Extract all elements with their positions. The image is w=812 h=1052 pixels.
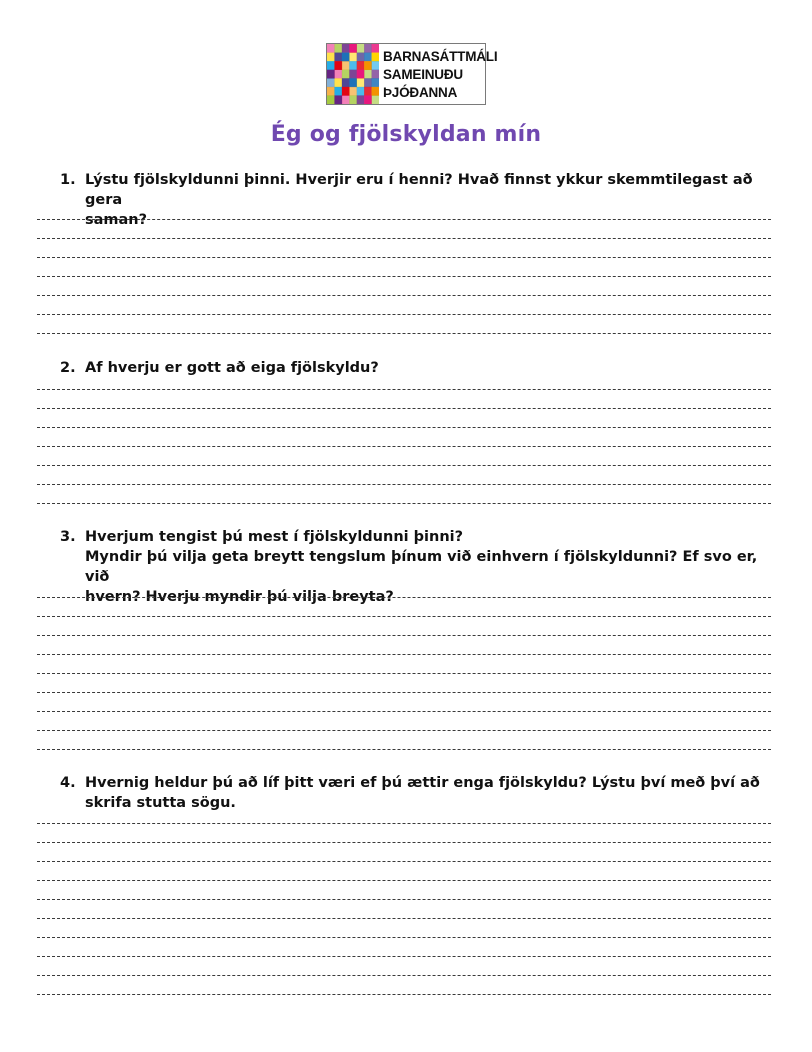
mosaic-tile <box>349 53 357 62</box>
logo-line-1: BARNASÁTTMÁLI <box>383 49 498 64</box>
question-text-line: skrifa stutta sögu. <box>85 795 236 811</box>
answer-line[interactable] <box>37 711 771 712</box>
answer-line[interactable] <box>37 918 771 919</box>
answer-line[interactable] <box>37 465 771 466</box>
question-4 <box>60 773 780 813</box>
question-text-line: Af hverju er gott að eiga fjölskyldu? <box>85 360 379 376</box>
mosaic-tile <box>327 53 335 62</box>
mosaic-tile <box>357 87 365 96</box>
mosaic-tile <box>327 61 335 70</box>
mosaic-tile <box>372 70 379 79</box>
answer-line[interactable] <box>37 975 771 976</box>
question-number: 4. <box>60 775 76 791</box>
answer-line[interactable] <box>37 597 771 598</box>
answer-line[interactable] <box>37 730 771 731</box>
question-number: 3. <box>60 529 76 545</box>
page-title: Ég og fjölskyldan mín <box>270 122 542 147</box>
answer-line[interactable] <box>37 937 771 938</box>
answer-line[interactable] <box>37 295 771 296</box>
mosaic-tile <box>334 70 342 79</box>
mosaic-tile <box>364 61 372 70</box>
mosaic-tile <box>342 87 350 96</box>
question-2 <box>60 358 780 378</box>
mosaic-tile <box>342 70 350 79</box>
answer-line[interactable] <box>37 842 771 843</box>
mosaic-tile <box>349 78 357 87</box>
answer-line[interactable] <box>37 219 771 220</box>
answer-line[interactable] <box>37 692 771 693</box>
mosaic-tile <box>372 53 379 62</box>
mosaic-tile <box>364 70 372 79</box>
mosaic-tile <box>364 78 372 87</box>
mosaic-tile <box>372 95 379 104</box>
mosaic-tile <box>342 44 350 53</box>
question-3 <box>60 527 780 607</box>
mosaic-tile <box>372 61 379 70</box>
answer-line[interactable] <box>37 314 771 315</box>
logo-line-2: SAMEINUÐU <box>383 67 463 82</box>
mosaic-tile <box>372 44 379 53</box>
answer-line[interactable] <box>37 823 771 824</box>
answer-line[interactable] <box>37 257 771 258</box>
answer-line[interactable] <box>37 276 771 277</box>
mosaic-tile <box>357 44 365 53</box>
logo-text <box>383 48 498 102</box>
question-text-line: Hverjum tengist þú mest í fjölskyldunni þinni? <box>85 529 464 545</box>
mosaic-tile <box>327 78 335 87</box>
answer-line[interactable] <box>37 861 771 862</box>
answer-line[interactable] <box>37 749 771 750</box>
question-1 <box>60 170 780 230</box>
question-text-line: Myndir þú vilja geta breytt tengslum þínum við einhvern í fjölskyldunni? Ef svo er, við <box>85 549 758 585</box>
mosaic-tile <box>349 95 357 104</box>
mosaic-tile <box>357 53 365 62</box>
answer-line[interactable] <box>37 446 771 447</box>
question-text-line: saman? <box>85 212 148 228</box>
mosaic-tile <box>357 70 365 79</box>
mosaic-tile <box>334 53 342 62</box>
mosaic-tile <box>357 78 365 87</box>
mosaic-tile <box>327 70 335 79</box>
question-text-line: Lýstu fjölskyldunni þinni. Hverjir eru í henni? Hvað finnst ykkur skemmtilegast að gera <box>85 172 753 208</box>
answer-line[interactable] <box>37 408 771 409</box>
answer-line[interactable] <box>37 333 771 334</box>
answer-line[interactable] <box>37 956 771 957</box>
colorful-mosaic-icon <box>327 44 379 104</box>
mosaic-tile <box>342 95 350 104</box>
mosaic-tile <box>342 61 350 70</box>
mosaic-tile <box>364 53 372 62</box>
question-number: 2. <box>60 360 76 376</box>
mosaic-tile <box>342 78 350 87</box>
mosaic-tile <box>334 78 342 87</box>
mosaic-tile <box>334 95 342 104</box>
mosaic-tile <box>349 70 357 79</box>
mosaic-tile <box>349 61 357 70</box>
mosaic-tile <box>349 44 357 53</box>
answer-line[interactable] <box>37 654 771 655</box>
mosaic-tile <box>357 95 365 104</box>
answer-line[interactable] <box>37 635 771 636</box>
mosaic-tile <box>334 61 342 70</box>
answer-line[interactable] <box>37 899 771 900</box>
mosaic-tile <box>334 87 342 96</box>
mosaic-tile <box>372 78 379 87</box>
answer-line[interactable] <box>37 389 771 390</box>
answer-line[interactable] <box>37 238 771 239</box>
question-text-line: Hvernig heldur þú að líf þitt væri ef þú ættir enga fjölskyldu? Lýstu því með því að <box>85 775 760 791</box>
logo-line-3: ÞJÓÐANNA <box>383 85 458 100</box>
question-number: 1. <box>60 172 76 188</box>
mosaic-tile <box>364 87 372 96</box>
mosaic-tile <box>327 87 335 96</box>
mosaic-tile <box>364 95 372 104</box>
mosaic-tile <box>372 87 379 96</box>
answer-line[interactable] <box>37 616 771 617</box>
mosaic-tile <box>327 95 335 104</box>
question-text-line: hvern? Hverju myndir þú vilja breyta? <box>85 589 394 605</box>
answer-line[interactable] <box>37 484 771 485</box>
answer-line[interactable] <box>37 427 771 428</box>
answer-line[interactable] <box>37 503 771 504</box>
answer-line[interactable] <box>37 673 771 674</box>
mosaic-tile <box>364 44 372 53</box>
mosaic-tile <box>357 61 365 70</box>
answer-line[interactable] <box>37 994 771 995</box>
mosaic-tile <box>334 44 342 53</box>
answer-line[interactable] <box>37 880 771 881</box>
mosaic-tile <box>349 87 357 96</box>
mosaic-tile <box>342 53 350 62</box>
mosaic-tile <box>327 44 335 53</box>
crc-logo <box>326 43 498 105</box>
